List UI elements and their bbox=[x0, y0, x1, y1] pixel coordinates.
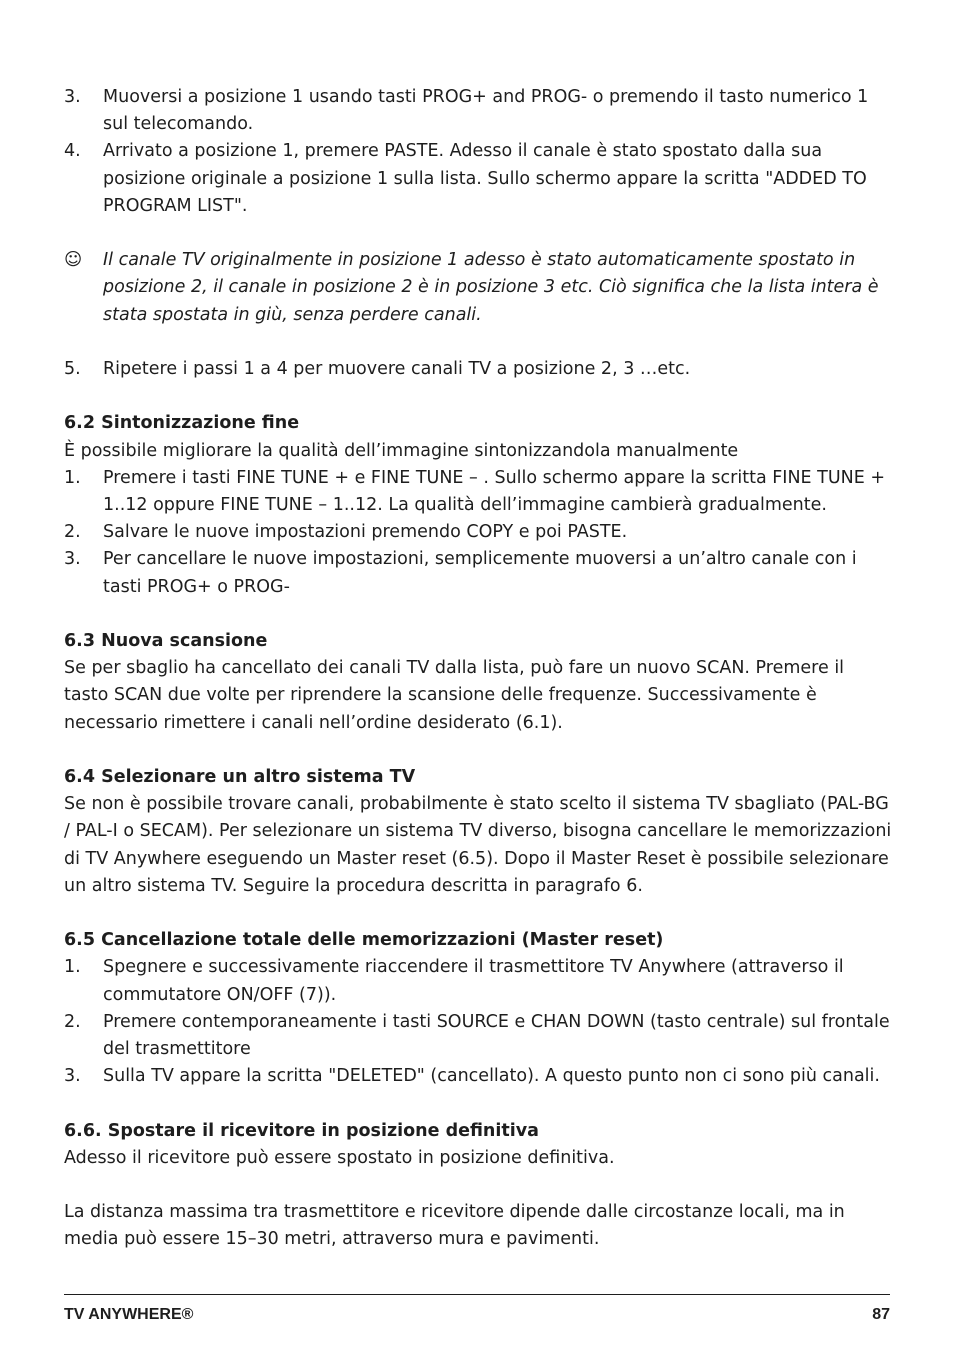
list-text: Arrivato a posizione 1, premere PASTE. Adesso il canale è stato spostato dalla sua posizione originale a posizione 1 sulla lista. Sullo schermo appare la scritta "ADDED TO PROGRAM LIST". bbox=[103, 141, 867, 216]
list-item bbox=[64, 546, 892, 600]
list-text: Premere contemporaneamente i tasti SOURCE e CHAN DOWN (tasto centrale) sul frontale del trasmettitore bbox=[103, 1011, 890, 1060]
section-body: La distanza massima tra trasmettitore e ricevitore dipende dalle circostanze locali, ma in media può essere 15–30 metri, attraverso mura e pavimenti. bbox=[64, 1202, 845, 1250]
note bbox=[64, 247, 892, 329]
list-number: 2. bbox=[64, 522, 81, 543]
smiley-icon: ☺ bbox=[64, 250, 83, 271]
list-item bbox=[64, 138, 892, 220]
page-number: 87 bbox=[872, 1306, 890, 1323]
list-item bbox=[64, 954, 892, 1008]
list-text: Salvare le nuove impostazioni premendo COPY e poi PASTE. bbox=[103, 522, 628, 543]
footer-product-name: TV ANYWHERE® bbox=[64, 1306, 194, 1323]
section-body: Adesso il ricevitore può essere spostato in posizione definitiva. bbox=[64, 1147, 615, 1168]
list-item bbox=[64, 84, 892, 138]
list-number: 3. bbox=[64, 1066, 81, 1087]
list-text: Premere i tasti FINE TUNE + e FINE TUNE – . Sullo schermo appare la scritta FINE TUNE + 1..12 oppure FINE TUNE – 1..12. La qualità dell’immagine cambierà gradualmente. bbox=[103, 467, 886, 515]
list-text: Ripetere i passi 1 a 4 per muovere canali TV a posizione 2, 3 …etc. bbox=[103, 359, 691, 379]
list-number: 1. bbox=[64, 467, 81, 488]
page-content bbox=[64, 84, 892, 1254]
section-body: Se non è possibile trovare canali, probabilmente è stato scelto il sistema TV sbagliato (PAL-BG / PAL-I o SECAM). Per selezionare un sistema TV diverso, bisogna cancellare le memorizzazioni di TV Anywhere eseguendo un Master reset (6.5). Dopo il Master Reset è possibile selezionare un altro sistema TV. Seguire la procedura descritta in paragrafo 6. bbox=[64, 794, 892, 896]
list-text: Muoversi a posizione 1 usando tasti PROG+ and PROG- o premendo il tasto numerico 1 sul telecomando. bbox=[103, 87, 869, 135]
list-text: Sulla TV appare la scritta "DELETED" (cancellato). A questo punto non ci sono più canali. bbox=[103, 1066, 880, 1087]
note-text: Il canale TV originalmente in posizione 1 adesso è stato automaticamente spostato in posizione 2, il canale in posizione 2 è in posizione 3 etc. Ciò significa che la lista intera è stata spostata in giù, senza perdere canali. bbox=[103, 250, 879, 325]
list-number: 3. bbox=[64, 87, 81, 107]
list-number: 2. bbox=[64, 1011, 81, 1032]
footer-divider bbox=[64, 1294, 890, 1295]
list-text: Spegnere e successivamente riaccendere il trasmettitore TV Anywhere (attraverso il commutatore ON/OFF (7)). bbox=[103, 957, 844, 1005]
section-intro: È possibile migliorare la qualità dell’immagine sintonizzandola manualmente bbox=[64, 440, 739, 461]
section-heading-6-3: 6.3 Nuova scansione bbox=[64, 631, 268, 651]
section-body: Se per sbaglio ha cancellato dei canali TV dalla lista, può fare un nuovo SCAN. Premere il tasto SCAN due volte per riprendere la scansione delle frequenze. Successivamente è necessario rimettere i canali nell’ordine desiderato (6.1). bbox=[64, 658, 845, 733]
list-item bbox=[64, 519, 892, 546]
section-heading-6-4: 6.4 Selezionare un altro sistema TV bbox=[64, 767, 416, 787]
list-number: 5. bbox=[64, 359, 81, 379]
list-number: 3. bbox=[64, 549, 81, 570]
section-heading-6-2: 6.2 Sintonizzazione fine bbox=[64, 413, 300, 434]
list-text: Per cancellare le nuove impostazioni, semplicemente muoversi a un’altro canale con i tasti PROG+ o PROG- bbox=[103, 549, 857, 597]
section-heading-6-5: 6.5 Cancellazione totale delle memorizzazioni (Master reset) bbox=[64, 930, 664, 951]
list-item bbox=[64, 356, 892, 383]
list-item bbox=[64, 1063, 892, 1090]
section-heading-6-6: 6.6. Spostare il ricevitore in posizione definitiva bbox=[64, 1120, 539, 1141]
list-item bbox=[64, 1009, 892, 1063]
list-number: 1. bbox=[64, 957, 81, 978]
list-number: 4. bbox=[64, 141, 81, 162]
list-item bbox=[64, 465, 892, 519]
